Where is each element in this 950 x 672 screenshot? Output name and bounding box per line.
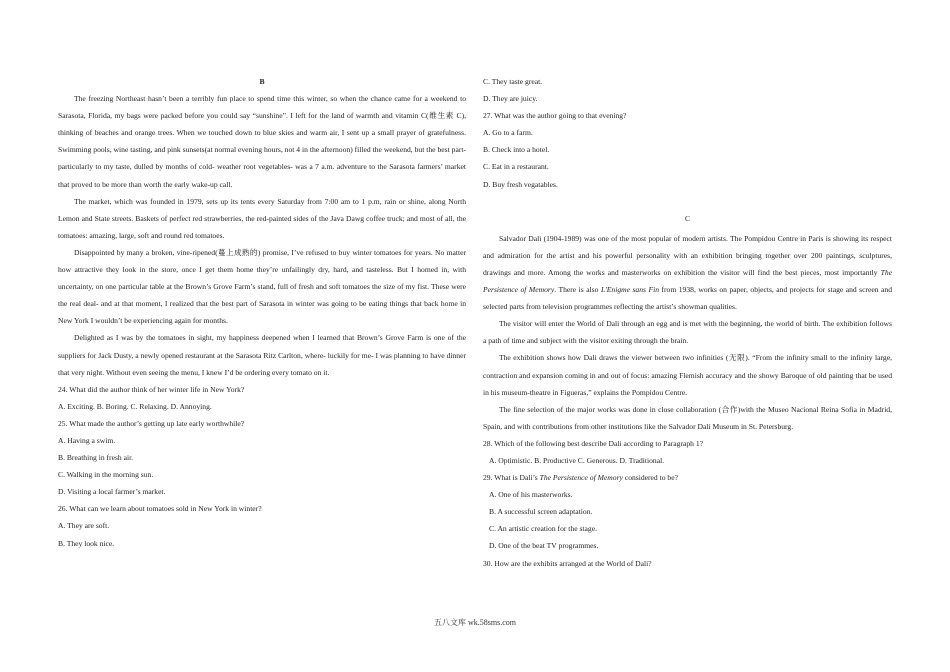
question-28-options: A. Optimistic. B. Productive C. Generous. D. Traditional. bbox=[489, 455, 665, 465]
right-column bbox=[483, 73, 892, 572]
question-26-option-a: A. They are soft. bbox=[58, 521, 110, 531]
question-27: 27. What was the author going to that evening? bbox=[483, 111, 627, 121]
question-29-text: 29. What is Dali’s bbox=[483, 473, 540, 483]
question-27-option-c: C. Eat in a restaurant. bbox=[483, 162, 549, 172]
question-30: 30. How are the exhibits arranged at the World of Dali? bbox=[483, 558, 652, 568]
page-footer: 五八文库 wk.58sms.com bbox=[434, 618, 516, 627]
passage-c-paragraph-4: The fine selection of the major works was done in close collaboration (合作)with the Museo Nacional Reina Sofia in Madrid, Spain, and with contributions from other institutions like the Salvador Dali Museum in St. Petersburg. bbox=[483, 404, 892, 431]
artwork-title: L'Enigme sans Fin bbox=[600, 285, 660, 295]
question-24: 24. What did the author think of her winter life in New York? bbox=[58, 384, 245, 394]
question-25-option-d: D. Visiting a local farmer’s market. bbox=[58, 487, 166, 497]
passage-b-paragraph-2: The market, which was founded in 1979, sets up its tents every Saturday from 7:00 am to 1 p.m, rain or shine, along North Lemon and State streets. Baskets of perfect red strawberries, the red-painted sides of the Java Dawg coffee truck; and most of all, the tomatoes: amazing, large, soft and round red tomatoes. bbox=[58, 196, 466, 240]
passage-b-paragraph-3: Disappointed by many a broken, vine-ripened(蔓上成熟的) promise, I’ve refused to buy winter tomatoes for years. No matter how attractive they look in the store, once I get them home they’re unfailingly dry, hard, and tasteless. But I homed in, with uncertainty, on one particular table at the Brown’s Grove Farm’s stand, full of fresh and soft tomatoes the size of my fist. These were the real deal- and at that moment, I realized that the best part of Sarasota in winter was going to be eating things that back home in New York I wouldn’t be experiencing again for months. bbox=[58, 247, 466, 326]
passage-c-paragraph-3: The exhibition shows how Dali draws the viewer between two infinities (无限). “From the infinity small to the infinity large, contraction and expansion coming in and out of focus: amazing Flemish accuracy and the showy Baroque of old painting that be used in his museum-theatre in Figueras,” explains the Pompidou Centre. bbox=[483, 353, 892, 397]
question-29-option-d: D. One of the beat TV programmes. bbox=[489, 541, 599, 551]
question-27-option-b: B. Check into a hotel. bbox=[483, 145, 550, 155]
left-column bbox=[58, 73, 466, 552]
section-heading-c: C bbox=[684, 213, 691, 223]
passage-c-paragraph-2: The visitor will enter the World of Dali through an egg and is met with the beginning, the world of birth. The exhibition follows a path of time and subject with the visitor exiting through the brain. bbox=[483, 319, 892, 346]
artwork-title: The Persistence of Memory bbox=[539, 473, 623, 483]
question-25-option-a: A. Having a swim. bbox=[58, 435, 116, 445]
question-26: 26. What can we learn about tomatoes sold in New York in winter? bbox=[58, 504, 262, 514]
artwork-title: The Persistence of Memory bbox=[483, 267, 892, 295]
question-29 bbox=[483, 469, 892, 486]
question-29-text: considered to be? bbox=[622, 473, 678, 483]
question-26-option-d: D. They are juicy. bbox=[483, 94, 538, 104]
question-25-option-c: C. Walking in the morning sun. bbox=[58, 470, 154, 480]
passage-c-text: from 1938, works on paper, objects, and projects for stage and screen and selected parts from television programmes reflecting the artist’s showman qualities. bbox=[483, 285, 893, 312]
question-27-option-d: D. Buy fresh vegatables. bbox=[483, 179, 558, 189]
passage-c-text: Salvador Dali (1904-1989) was one of the most popular of modern artists. The Pompidou Centre in Paris is showing its respect and admiration for the artist and his powerful personality with an exhibition bringing together over 200 paintings, sculptures, drawings and more. Among the works and masterworks on exhibition the visitor will find the best pieces, most importantly bbox=[483, 233, 892, 277]
question-24-options: A. Exciting. B. Boring. C. Relaxing. D. Annoying. bbox=[58, 401, 212, 411]
question-29-option-b: B. A successful screen adaptation. bbox=[489, 507, 593, 517]
question-26-option-b: B. They look nice. bbox=[58, 538, 115, 548]
question-29-option-a: A. One of his masterworks. bbox=[489, 490, 573, 500]
passage-c-text: . There is also bbox=[554, 285, 601, 295]
passage-c-paragraph-1 bbox=[483, 230, 892, 315]
question-28: 28. Which of the following best describe Dali according to Paragraph 1? bbox=[483, 438, 704, 448]
question-29-option-c: C. An artistic creation for the stage. bbox=[489, 524, 597, 534]
question-25-option-b: B. Breathing in fresh air. bbox=[58, 453, 134, 463]
section-heading-b: B bbox=[259, 77, 265, 86]
question-26-option-c: C. They taste great. bbox=[483, 77, 543, 86]
question-27-option-a: A. Go to a farm. bbox=[483, 128, 533, 138]
question-25: 25. What made the author’s getting up late early worthwhile? bbox=[58, 418, 245, 428]
passage-b-paragraph-4: Delighted as I was by the tomatoes in sight, my happiness deepened when I learned that Brown’s Grove Farm is one of the suppliers for Jack Dusty, a newly opened restaurant at the Sarasota Ritz Carlton, where- luckily for me- I was planning to have dinner that very night. Without even seeing the menu, I knew I’d be ordering every tomato on it. bbox=[58, 333, 466, 377]
passage-b-paragraph-1: The freezing Northeast hasn’t been a terribly fun place to spend time this winter, so when the chance came for a weekend to Sarasota, Florida, my bags were packed before you could say “sunshine”. I left for the land of warmth and vitamin C(维生素 C), thinking of beaches and orange trees. When we touched down to blue skies and warm air, I sent up a small prayer of gratefulness. Swimming pools, wine tasting, and pink sunsets(at normal evening hours, not 4 in the afternoon) filled the weekend, but the best part- particularly to my taste, dulled by months of cold- weather root vegetables- was a 7 a.m. adventure to the Sarasota farmers’ market that proved to be more than worth the early wake-up call. bbox=[58, 94, 466, 189]
